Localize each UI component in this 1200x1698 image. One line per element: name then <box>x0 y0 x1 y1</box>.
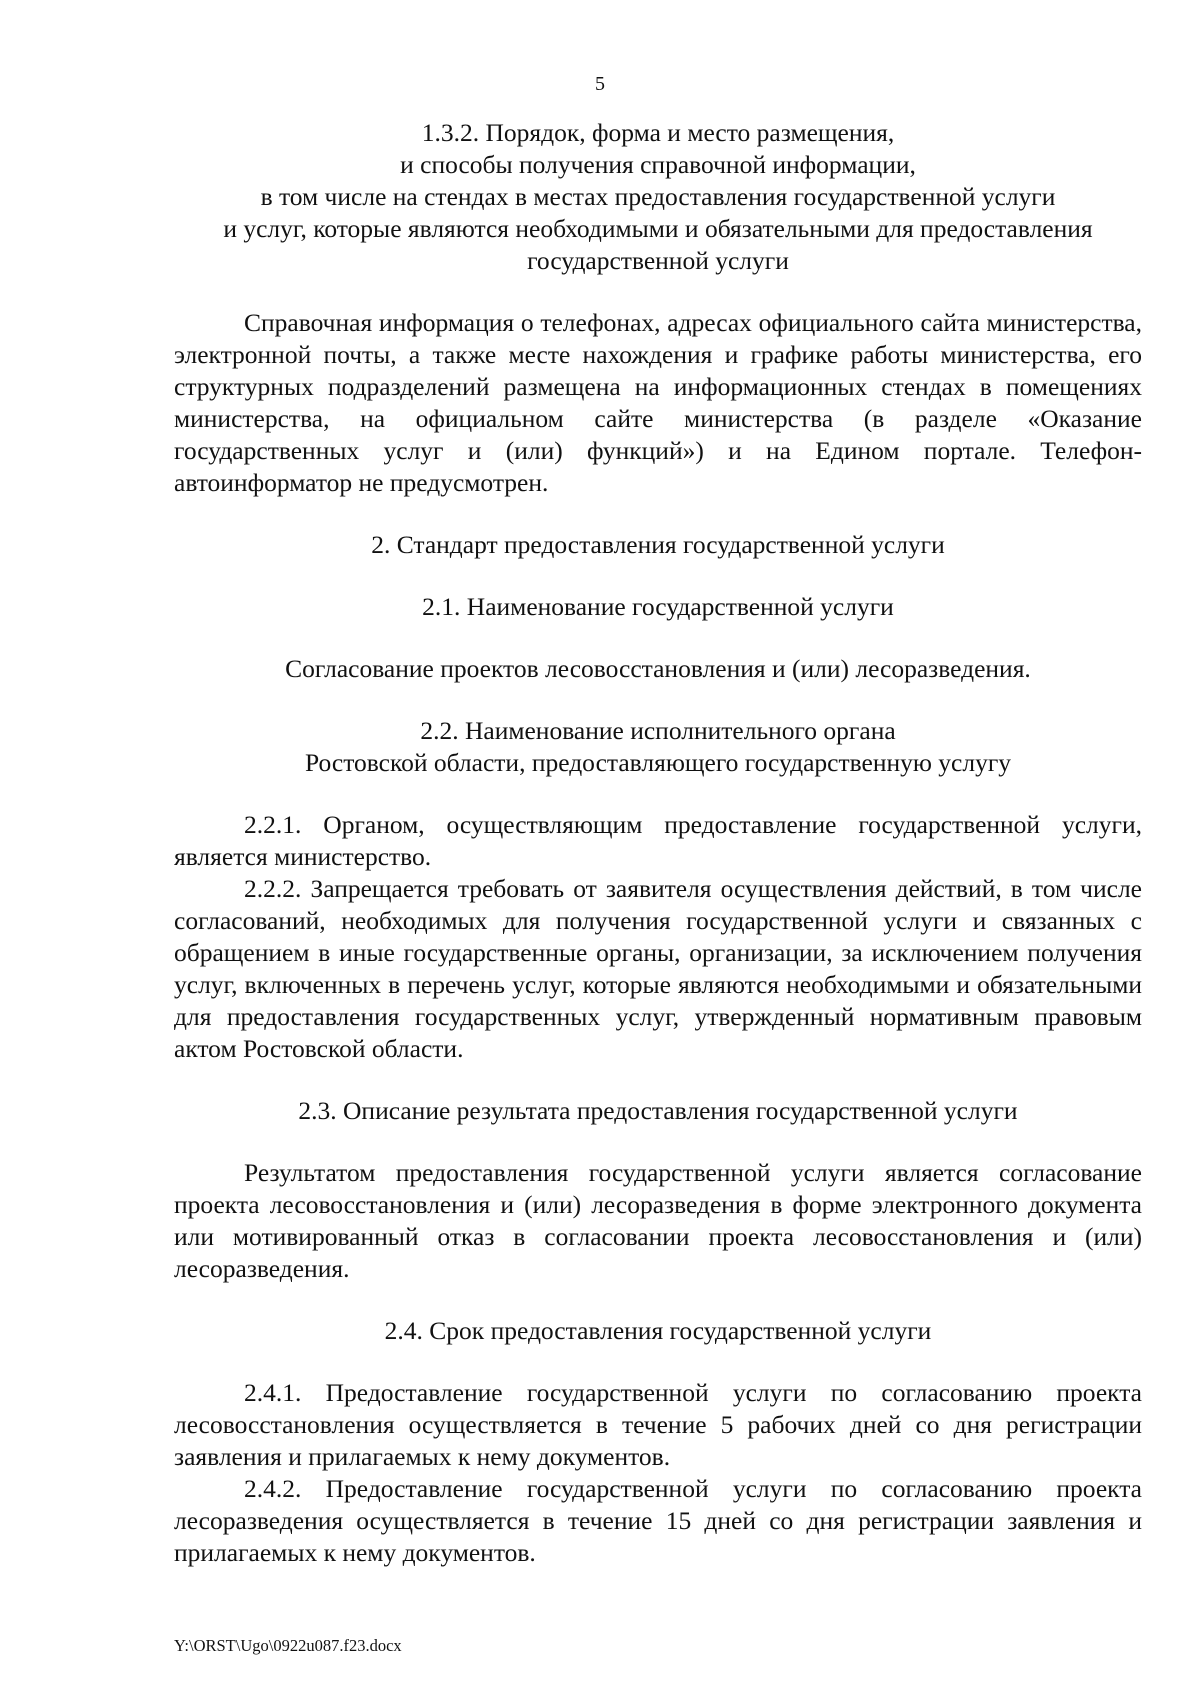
heading-line: Ростовской области, предоставляющего государственную услугу <box>304 748 1012 777</box>
paragraph-2-2-2: 2.2.2. Запрещается требовать от заявителя осуществления действий, в том числе согласований, необходимых для получения государственной услуги и связанных с обращением в иные государственные органы, организации, за исключением получения услуг, включенных в перечень услуг, которые являются необходимыми и обязательными для предоставления государственных услуг, утвержденный нормативным правовым актом Ростовской области. <box>174 874 1142 1063</box>
paragraph-2-4-2: 2.4.2. Предоставление государственной услуги по согласованию проекта лесоразведения осуществляется в течение 15 дней со дня регистрации заявления и прилагаемых к нему документов. <box>174 1474 1142 1567</box>
section-2-1-heading: 2.1. Наименование государственной услуги <box>422 592 894 621</box>
section-2-heading: 2. Стандарт предоставления государственной услуги <box>371 530 945 559</box>
section-2-1-text: Согласование проектов лесовосстановления и (или) лесоразведения. <box>285 654 1031 683</box>
heading-line: государственной услуги <box>527 246 789 275</box>
heading-line: 1.3.2. Порядок, форма и место размещения, <box>421 118 895 147</box>
heading-line: в том числе на стендах в местах предоставления государственной услуги <box>260 182 1056 211</box>
section-2-3-paragraph: Результатом предоставления государственной услуги является согласование проекта лесовосстановления и (или) лесоразведения в форме электронного документа или мотивированный отказ в согласовании проекта лесовосстановления и (или) лесоразведения. <box>174 1158 1142 1283</box>
paragraph-2-2-1: 2.2.1. Органом, осуществляющим предоставление государственной услуги, является министерство. <box>174 810 1142 871</box>
heading-line: и услуг, которые являются необходимыми и обязательными для предоставления <box>223 214 1093 243</box>
heading-line: 2.2. Наименование исполнительного органа <box>420 716 896 745</box>
section-1-3-2-paragraph: Справочная информация о телефонах, адресах официального сайта министерства, электронной почты, а также месте нахождения и графике работы министерства, его структурных подразделений размещена на информационных стендах в помещениях министерства, на официальном сайте министерства (в разделе «Оказание государственных услуг и (или) функций») и на Едином портале. Телефон-автоинформатор не предусмотрен. <box>174 308 1142 497</box>
heading-line: и способы получения справочной информации, <box>400 150 916 179</box>
file-path-footer: Y:\ORST\Ugo\0922u087.f23.docx <box>174 1636 402 1655</box>
section-2-4-heading: 2.4. Срок предоставления государственной услуги <box>384 1316 932 1345</box>
section-2-3-heading: 2.3. Описание результата предоставления государственной услуги <box>298 1096 1018 1125</box>
paragraph-2-4-1: 2.4.1. Предоставление государственной услуги по согласованию проекта лесовосстановления осуществляется в течение 5 рабочих дней со дня регистрации заявления и прилагаемых к нему документов. <box>174 1378 1142 1471</box>
document-body <box>174 117 1142 1569</box>
section-1-3-2-heading <box>174 117 1142 277</box>
section-2-2-heading <box>174 715 1142 779</box>
page-number: 5 <box>595 73 605 95</box>
